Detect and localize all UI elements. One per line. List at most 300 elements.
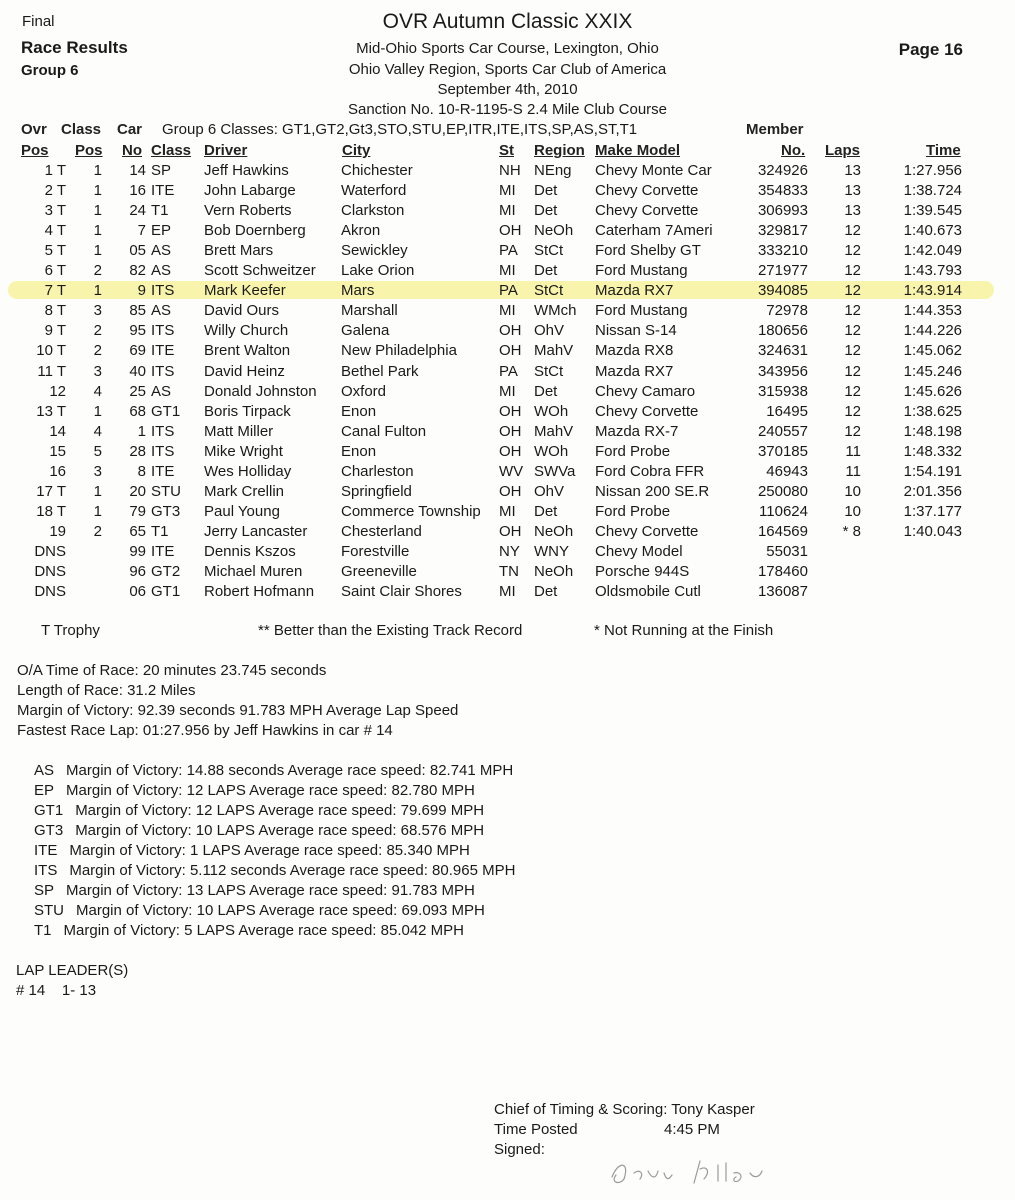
col-make-model: Make Model: [595, 142, 681, 159]
table-row: [0, 202, 1015, 222]
cell-driver: Boris Tirpack: [204, 402, 291, 420]
class-stat-line: [34, 762, 513, 779]
cell-driver: Paul Young: [204, 502, 280, 520]
col-region: Region: [534, 142, 585, 159]
cell-laps: 12: [844, 422, 861, 440]
cell-laps: 13: [844, 182, 861, 200]
cell-make-model: Nissan 200 SE.R: [595, 482, 710, 500]
col-driver: Driver: [204, 142, 248, 159]
table-row: [0, 302, 1015, 322]
cell-make-model: Chevy Monte Car: [595, 162, 712, 179]
cell-time: 1:42.049: [903, 242, 962, 260]
cell-city: Bethel Park: [341, 362, 419, 380]
table-row: [0, 443, 1015, 463]
cell-time: 1:45.626: [903, 382, 962, 400]
cell-laps: 12: [844, 242, 861, 260]
cell-member-no: 250080: [757, 482, 808, 500]
table-row: [0, 342, 1015, 362]
cell-class-pos: 3: [93, 362, 102, 380]
cell-region: MahV: [534, 342, 574, 360]
cell-car-no: 99: [129, 542, 146, 560]
cell-make-model: Mazda RX7: [595, 282, 674, 300]
table-row: [0, 282, 1015, 302]
cell-time: 1:40.043: [903, 522, 962, 540]
table-row: [0, 403, 1015, 423]
table-row: [0, 383, 1015, 403]
cell-ovr-pos: 4 T: [44, 222, 66, 240]
cell-car-no: 9: [137, 282, 146, 300]
cell-city: Enon: [341, 442, 377, 460]
cell-ovr-pos: 2 T: [44, 182, 66, 200]
cell-make-model: Chevy Corvette: [595, 402, 699, 420]
cell-city: Canal Fulton: [341, 422, 427, 440]
cell-city: Springfield: [341, 482, 412, 500]
cell-region: WMch: [534, 302, 577, 320]
cell-car-no: 95: [129, 322, 146, 340]
class-stat-line: [34, 902, 485, 919]
cell-state: MI: [499, 382, 516, 400]
cell-time: 1:54.191: [903, 462, 962, 480]
cell-car-no: 40: [129, 362, 146, 380]
cell-car-no: 05: [129, 242, 146, 260]
cell-ovr-pos: 17 T: [36, 482, 66, 500]
cell-ovr-pos: 11 T: [37, 362, 66, 380]
cell-time: 1:48.198: [903, 422, 962, 440]
cell-city: Lake Orion: [341, 262, 415, 280]
cell-class: AS: [151, 262, 172, 280]
cell-car-no: 1: [137, 422, 146, 440]
cell-car-no: 82: [129, 262, 146, 280]
cell-region: MahV: [534, 422, 574, 440]
cell-class: AS: [151, 382, 172, 400]
cell-city: Commerce Township: [341, 502, 481, 520]
cell-ovr-pos: 7 T: [44, 282, 66, 300]
cell-region: OhV: [534, 322, 565, 340]
col-car: Car: [117, 121, 143, 138]
cell-region: SWVa: [534, 462, 576, 480]
cell-time: 2:01.356: [903, 482, 962, 500]
cell-make-model: Ford Cobra FFR: [595, 462, 705, 480]
cell-laps: 12: [844, 322, 861, 340]
cell-city: Chesterland: [341, 522, 422, 540]
cell-driver: John Labarge: [204, 182, 296, 200]
cell-region: Det: [534, 182, 558, 200]
cell-city: Forestville: [341, 542, 410, 560]
cell-member-no: 333210: [757, 242, 808, 260]
cell-member-no: 180656: [757, 322, 808, 340]
cell-state: PA: [499, 242, 518, 260]
col-no: No: [122, 142, 142, 159]
cell-ovr-pos: 10 T: [36, 342, 66, 360]
table-row: [0, 322, 1015, 342]
cell-time: 1:45.062: [903, 342, 962, 360]
cell-laps: 12: [844, 382, 861, 400]
cell-city: Galena: [341, 322, 390, 340]
class-stat-class: GT1: [34, 802, 64, 820]
cell-member-no: 370185: [757, 442, 808, 460]
table-row: [0, 363, 1015, 383]
cell-driver: Michael Muren: [204, 563, 303, 580]
table-row: [0, 182, 1015, 202]
class-stat-line: [34, 882, 475, 899]
cell-city: Mars: [341, 282, 375, 300]
col-class-pos: Pos: [75, 142, 103, 159]
cell-member-no: 110624: [759, 502, 808, 520]
cell-car-no: 8: [137, 462, 146, 480]
signed-label: Signed:: [494, 1141, 545, 1158]
cell-time: 1:44.353: [903, 302, 962, 320]
region-line: Ohio Valley Region, Sports Car Club of America: [348, 61, 667, 78]
cell-class: ITS: [151, 282, 175, 300]
cell-class-pos: 3: [93, 302, 102, 320]
class-stat-class: STU: [34, 902, 64, 920]
cell-driver: David Ours: [204, 302, 280, 320]
cell-member-no: 354833: [757, 182, 808, 200]
cell-state: OH: [499, 342, 522, 360]
cell-make-model: Ford Probe: [595, 502, 671, 520]
cell-class: GT2: [151, 563, 181, 580]
cell-driver: Donald Johnston: [204, 382, 317, 400]
cell-car-no: 65: [129, 522, 146, 540]
chief-of-timing: Chief of Timing & Scoring: Tony Kasper: [494, 1101, 755, 1118]
legend-not-running: * Not Running at the Finish: [594, 622, 774, 639]
group-label: Group 6: [21, 62, 79, 79]
cell-class: ITS: [151, 422, 175, 440]
class-stat-text: Margin of Victory: 1 LAPS Average race speed: 85.340 MPH: [69, 842, 470, 860]
cell-driver: Jeff Hawkins: [204, 162, 289, 179]
class-stat-text: Margin of Victory: 10 LAPS Average race speed: 69.093 MPH: [76, 902, 485, 920]
cell-driver: Mark Keefer: [204, 282, 286, 300]
table-row: [0, 242, 1015, 262]
cell-make-model: Chevy Corvette: [595, 182, 699, 200]
cell-class-pos: 1: [93, 182, 102, 200]
cell-make-model: Mazda RX-7: [595, 422, 679, 440]
cell-make-model: Mazda RX8: [595, 342, 674, 360]
cell-city: Charleston: [341, 462, 414, 480]
cell-driver: Robert Hofmann: [204, 583, 315, 601]
cell-class: STU: [151, 482, 181, 500]
cell-driver: Vern Roberts: [204, 202, 292, 220]
table-row: [0, 463, 1015, 483]
cell-state: TN: [499, 563, 519, 580]
cell-member-no: 324926: [757, 162, 808, 179]
class-stat-text: Margin of Victory: 12 LAPS Average race speed: 79.699 MPH: [75, 802, 485, 820]
col-laps: Laps: [825, 142, 861, 159]
cell-car-no: 25: [129, 382, 146, 400]
cell-member-no: 46943: [766, 462, 808, 480]
cell-state: OH: [499, 482, 522, 500]
cell-class: SP: [151, 162, 172, 179]
cell-make-model: Chevy Model: [595, 542, 683, 560]
cell-car-no: 79: [129, 502, 146, 520]
cell-ovr-pos: DNS: [34, 563, 66, 580]
cell-state: OH: [499, 422, 522, 440]
venue-line: Mid-Ohio Sports Car Course, Lexington, Ohio: [356, 40, 659, 57]
cell-region: NeOh: [534, 563, 574, 580]
cell-laps: * 8: [842, 522, 861, 540]
cell-class-pos: 4: [93, 422, 102, 440]
cell-make-model: Ford Mustang: [595, 262, 688, 280]
cell-state: MI: [499, 202, 516, 220]
cell-region: WOh: [534, 402, 569, 420]
cell-ovr-pos: 5 T: [44, 242, 66, 260]
cell-time: 1:38.625: [903, 402, 962, 420]
cell-laps: 11: [845, 442, 861, 460]
cell-member-no: 240557: [757, 422, 808, 440]
cell-ovr-pos: 3 T: [44, 202, 66, 220]
cell-city: Marshall: [341, 302, 398, 320]
cell-car-no: 24: [129, 202, 146, 220]
cell-region: StCt: [534, 242, 564, 260]
cell-driver: Mike Wright: [204, 442, 283, 460]
table-row: [0, 222, 1015, 242]
cell-class: EP: [151, 222, 172, 240]
class-stat-line: [34, 922, 464, 939]
cell-make-model: Ford Probe: [595, 442, 671, 460]
cell-driver: Jerry Lancaster: [204, 522, 308, 540]
cell-class: T1: [151, 202, 169, 220]
cell-ovr-pos: 14: [49, 422, 66, 440]
cell-make-model: Mazda RX7: [595, 362, 674, 380]
col-pos: Pos: [21, 142, 49, 159]
summary-line: Length of Race: 31.2 Miles: [17, 682, 196, 699]
cell-driver: Scott Schweitzer: [204, 262, 316, 280]
cell-driver: Matt Miller: [204, 422, 274, 440]
cell-make-model: Nissan S-14: [595, 322, 677, 340]
cell-class-pos: 1: [93, 242, 102, 260]
cell-laps: 12: [844, 302, 861, 320]
cell-class: ITE: [151, 462, 175, 480]
cell-laps: 10: [844, 482, 861, 500]
cell-city: Greeneville: [341, 563, 417, 580]
cell-ovr-pos: 19: [49, 522, 66, 540]
table-row: [0, 162, 1015, 182]
class-stat-class: AS: [34, 762, 55, 779]
class-stat-class: SP: [34, 882, 55, 900]
cell-state: OH: [499, 222, 522, 240]
cell-member-no: 136087: [757, 583, 808, 601]
cell-class: ITS: [151, 442, 175, 460]
page-number: Page 16: [898, 40, 963, 59]
cell-state: MI: [499, 502, 516, 520]
event-title: OVR Autumn Classic XXIX: [382, 10, 633, 33]
cell-member-no: 324631: [757, 342, 808, 360]
legend-trophy: T Trophy: [41, 622, 100, 639]
summary-line: Fastest Race Lap: 01:27.956 by Jeff Hawkins in car # 14: [17, 722, 393, 739]
cell-city: Saint Clair Shores: [341, 583, 462, 601]
class-stat-class: ITS: [34, 862, 58, 880]
cell-ovr-pos: DNS: [34, 542, 66, 560]
cell-class-pos: 1: [93, 162, 102, 179]
cell-time: 1:45.246: [903, 362, 962, 380]
lap-leaders-title: LAP LEADER(S): [16, 962, 129, 979]
cell-make-model: Caterham 7Ameri: [595, 222, 713, 240]
cell-car-no: 06: [129, 583, 146, 601]
cell-ovr-pos: 13 T: [36, 402, 66, 420]
cell-state: OH: [499, 522, 522, 540]
cell-member-no: 16495: [766, 402, 808, 420]
cell-driver: Wes Holliday: [204, 462, 292, 480]
cell-region: OhV: [534, 482, 565, 500]
cell-laps: 13: [844, 202, 861, 220]
cell-state: WV: [499, 462, 524, 480]
cell-region: WNY: [534, 542, 569, 560]
cell-car-no: 69: [129, 342, 146, 360]
cell-class: ITS: [151, 322, 175, 340]
cell-car-no: 68: [129, 402, 146, 420]
table-row: [0, 262, 1015, 282]
class-stat-class: GT3: [34, 822, 64, 840]
class-stat-text: Margin of Victory: 5 LAPS Average race speed: 85.042 MPH: [63, 922, 465, 940]
lap-leader-entry: # 14 1- 13: [16, 982, 97, 999]
race-results-label: Race Results: [21, 38, 128, 57]
cell-city: Oxford: [341, 382, 387, 400]
cell-member-no: 72978: [766, 302, 808, 320]
cell-class-pos: 2: [93, 342, 102, 360]
cell-class: GT1: [151, 402, 181, 420]
cell-make-model: Oldsmobile Cutl: [595, 583, 701, 601]
cell-state: MI: [499, 262, 516, 280]
table-row: [0, 503, 1015, 523]
cell-member-no: 55031: [766, 542, 808, 560]
cell-class-pos: 1: [93, 202, 102, 220]
cell-member-no: 315938: [757, 382, 808, 400]
cell-region: Det: [534, 262, 558, 280]
cell-class-pos: 1: [93, 222, 102, 240]
table-row: [0, 543, 1015, 563]
cell-class-pos: 1: [93, 402, 102, 420]
cell-laps: 12: [844, 362, 861, 380]
cell-class-pos: 2: [93, 262, 102, 280]
group-classes-line: Group 6 Classes: GT1,GT2,Gt3,STO,STU,EP,ITR,ITE,ITS,SP,AS,ST,T1: [162, 121, 638, 138]
cell-make-model: Chevy Corvette: [595, 202, 699, 220]
class-stat-line: [34, 782, 475, 799]
final-label: Final: [22, 13, 55, 30]
cell-city: New Philadelphia: [341, 342, 457, 360]
cell-region: NEng: [534, 162, 572, 179]
col-st: St: [499, 142, 514, 159]
cell-time: 1:48.332: [903, 442, 962, 460]
cell-make-model: Ford Shelby GT: [595, 242, 701, 260]
cell-class-pos: 2: [93, 522, 102, 540]
cell-class: ITS: [151, 362, 175, 380]
cell-car-no: 16: [129, 182, 146, 200]
cell-class: GT1: [151, 583, 181, 601]
cell-city: Sewickley: [341, 242, 408, 260]
class-stat-line: [34, 862, 515, 879]
cell-member-no: 306993: [757, 202, 808, 220]
time-posted-label: Time Posted: [494, 1121, 578, 1138]
cell-ovr-pos: 1 T: [44, 162, 66, 179]
cell-state: OH: [499, 402, 522, 420]
class-stat-class: T1: [34, 922, 52, 940]
legend-record: ** Better than the Existing Track Record: [258, 622, 523, 639]
cell-ovr-pos: 8 T: [44, 302, 66, 320]
cell-region: Det: [534, 502, 558, 520]
cell-member-no: 178460: [757, 563, 808, 580]
cell-car-no: 14: [129, 162, 146, 179]
cell-city: Chichester: [341, 162, 413, 179]
cell-driver: David Heinz: [204, 362, 285, 380]
cell-city: Waterford: [341, 182, 407, 200]
cell-driver: Willy Church: [204, 322, 289, 340]
cell-car-no: 7: [137, 222, 146, 240]
cell-driver: Brent Walton: [204, 342, 291, 360]
table-row: [0, 563, 1015, 583]
cell-state: PA: [499, 282, 518, 300]
cell-make-model: Ford Mustang: [595, 302, 688, 320]
cell-class: ITE: [151, 182, 175, 200]
summary-line: Margin of Victory: 92.39 seconds 91.783 MPH Average Lap Speed: [17, 702, 459, 719]
cell-time: 1:37.177: [903, 502, 962, 520]
cell-driver: Brett Mars: [204, 242, 274, 260]
cell-driver: Bob Doernberg: [204, 222, 306, 240]
cell-car-no: 20: [129, 482, 146, 500]
col-ovr: Ovr: [21, 121, 47, 138]
cell-city: Enon: [341, 402, 377, 420]
col-member: Member: [746, 121, 804, 138]
cell-class: T1: [151, 522, 169, 540]
cell-member-no: 164569: [757, 522, 808, 540]
cell-driver: Dennis Kszos: [204, 542, 296, 560]
cell-class: ITE: [151, 542, 175, 560]
class-stat-class: EP: [34, 782, 55, 800]
cell-class: ITE: [151, 342, 175, 360]
cell-state: MI: [499, 302, 516, 320]
cell-ovr-pos: DNS: [34, 583, 66, 601]
cell-class-pos: 1: [93, 502, 102, 520]
class-stat-text: Margin of Victory: 13 LAPS Average race speed: 91.783 MPH: [66, 882, 475, 900]
cell-time: 1:38.724: [903, 182, 962, 200]
cell-class-pos: 4: [93, 382, 102, 400]
cell-state: MI: [499, 182, 516, 200]
cell-time: 1:43.914: [903, 282, 962, 300]
cell-laps: 12: [844, 402, 861, 420]
cell-region: WOh: [534, 442, 569, 460]
cell-region: Det: [534, 583, 558, 601]
class-stat-line: [34, 802, 484, 819]
cell-region: NeOh: [534, 522, 574, 540]
table-row: [0, 583, 1015, 603]
class-stat-class: ITE: [34, 842, 58, 860]
cell-class: AS: [151, 302, 172, 320]
cell-laps: 12: [844, 282, 861, 300]
class-stat-text: Margin of Victory: 5.112 seconds Average race speed: 80.965 MPH: [69, 862, 516, 880]
cell-state: OH: [499, 442, 522, 460]
cell-region: NeOh: [534, 222, 574, 240]
cell-ovr-pos: 15: [49, 442, 66, 460]
cell-laps: 12: [844, 222, 861, 240]
cell-make-model: Chevy Camaro: [595, 382, 696, 400]
cell-ovr-pos: 16: [49, 462, 66, 480]
cell-class-pos: 1: [93, 482, 102, 500]
cell-class-pos: 2: [93, 322, 102, 340]
cell-make-model: Porsche 944S: [595, 563, 690, 580]
cell-state: MI: [499, 583, 516, 601]
cell-car-no: 85: [129, 302, 146, 320]
cell-car-no: 28: [129, 442, 146, 460]
date-line: September 4th, 2010: [437, 81, 578, 98]
cell-class-pos: 3: [93, 462, 102, 480]
cell-time: 1:43.793: [903, 262, 962, 280]
cell-time: 1:44.226: [903, 322, 962, 340]
cell-region: Det: [534, 202, 558, 220]
time-posted-value: 4:45 PM: [664, 1121, 720, 1138]
cell-region: StCt: [534, 282, 564, 300]
cell-city: Clarkston: [341, 202, 405, 220]
cell-member-no: 394085: [757, 282, 808, 300]
table-row: [0, 423, 1015, 443]
